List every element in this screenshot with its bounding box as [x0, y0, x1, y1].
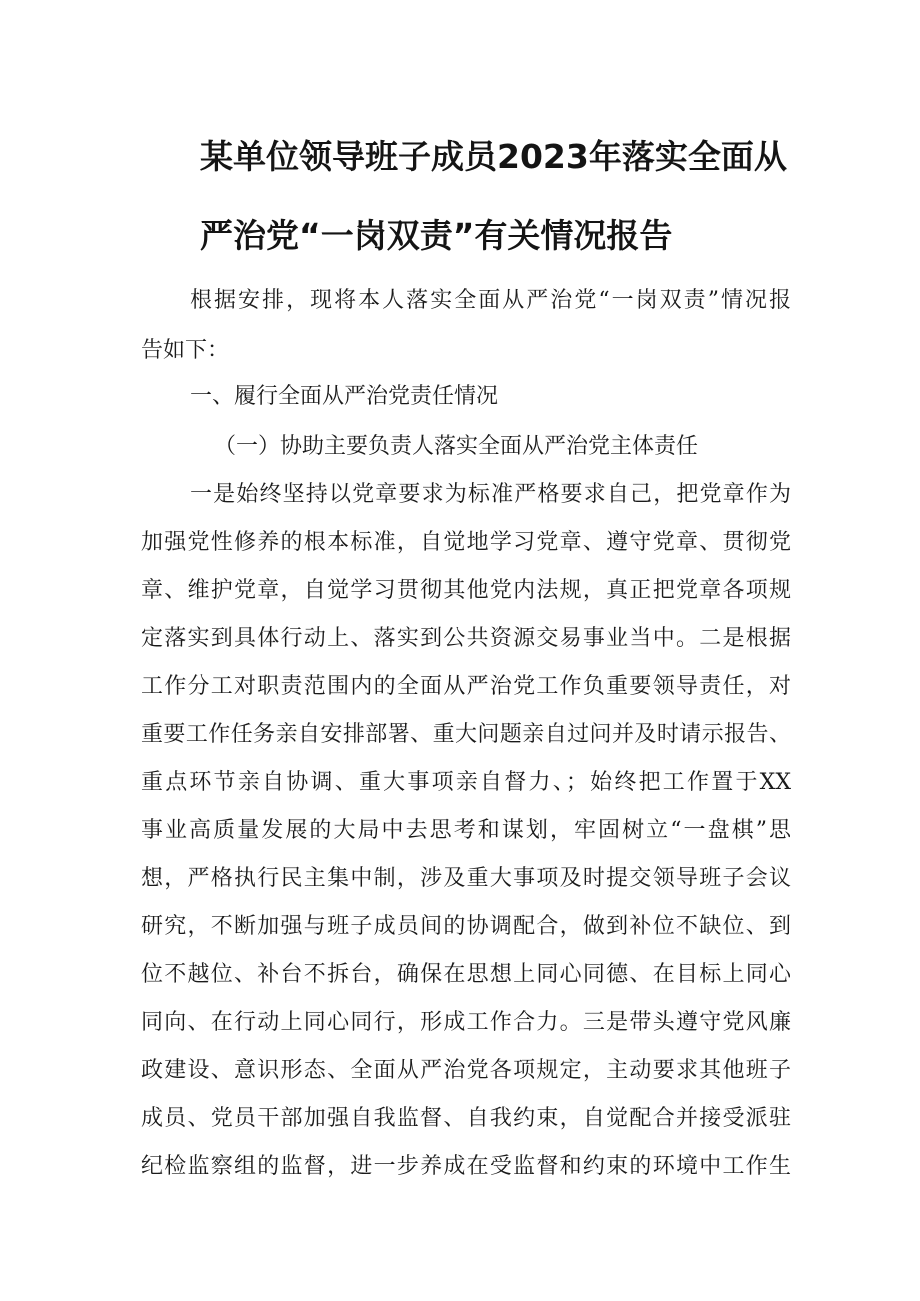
- document-title-line-1: 某单位领导班子成员2023年落实全面从: [200, 137, 787, 176]
- body-line-6: 重要工作任务亲自安排部署、重大问题亲自过问并及时请示报告、: [141, 722, 791, 747]
- body-line-2: 加强党性修养的根本标准，自觉地学习党章、遵守党章、贯彻党: [141, 530, 791, 555]
- body-line-7: 重点环节亲自协调、重大事项亲自督力、；始终把工作置于XX: [141, 770, 791, 795]
- body-line-11: 位不越位、补台不拆台，确保在思想上同心同德、在目标上同心: [141, 962, 791, 987]
- body-line-1: 一是始终坚持以党章要求为标准严格要求自己，把党章作为: [190, 482, 791, 507]
- body-line-15: 纪检监察组的监督，进一步养成在受监督和约束的环境中工作生: [141, 1154, 791, 1179]
- body-line-5: 工作分工对职责范围内的全面从严治党工作负重要领导责任，对: [141, 674, 791, 699]
- body-line-8: 事业高质量发展的大局中去思考和谋划，牢固树立“一盘棋”思: [141, 818, 791, 843]
- body-line-14: 成员、党员干部加强自我监督、自我约束，自觉配合并接受派驻: [141, 1106, 791, 1131]
- body-line-10: 研究，不断加强与班子成员间的协调配合，做到补位不缺位、到: [141, 914, 791, 939]
- body-line-13: 政建设、意识形态、全面从严治党各项规定，主动要求其他班子: [141, 1058, 791, 1083]
- body-line-9: 想，严格执行民主集中制，涉及重大事项及时提交领导班子会议: [141, 866, 791, 891]
- intro-line-1: 根据安排，现将本人落实全面从严治党“一岗双责”情况报: [190, 288, 791, 313]
- document-title-line-2: 严治党“一岗双责”有关情况报告: [200, 216, 673, 255]
- body-line-12: 同向、在行动上同心同行，形成工作合力。三是带头遵守党风廉: [141, 1010, 791, 1035]
- body-line-3: 章、维护党章，自觉学习贯彻其他党内法规，真正把党章各项规: [141, 578, 791, 603]
- section-heading: 一、履行全面从严治党责任情况: [190, 384, 499, 409]
- subsection-heading: （一）协助主要负责人落实全面从严治党主体责任: [214, 434, 699, 459]
- body-line-4: 定落实到具体行动上、落实到公共资源交易事业当中。二是根据: [141, 626, 791, 651]
- intro-line-2: 告如下：: [141, 338, 230, 363]
